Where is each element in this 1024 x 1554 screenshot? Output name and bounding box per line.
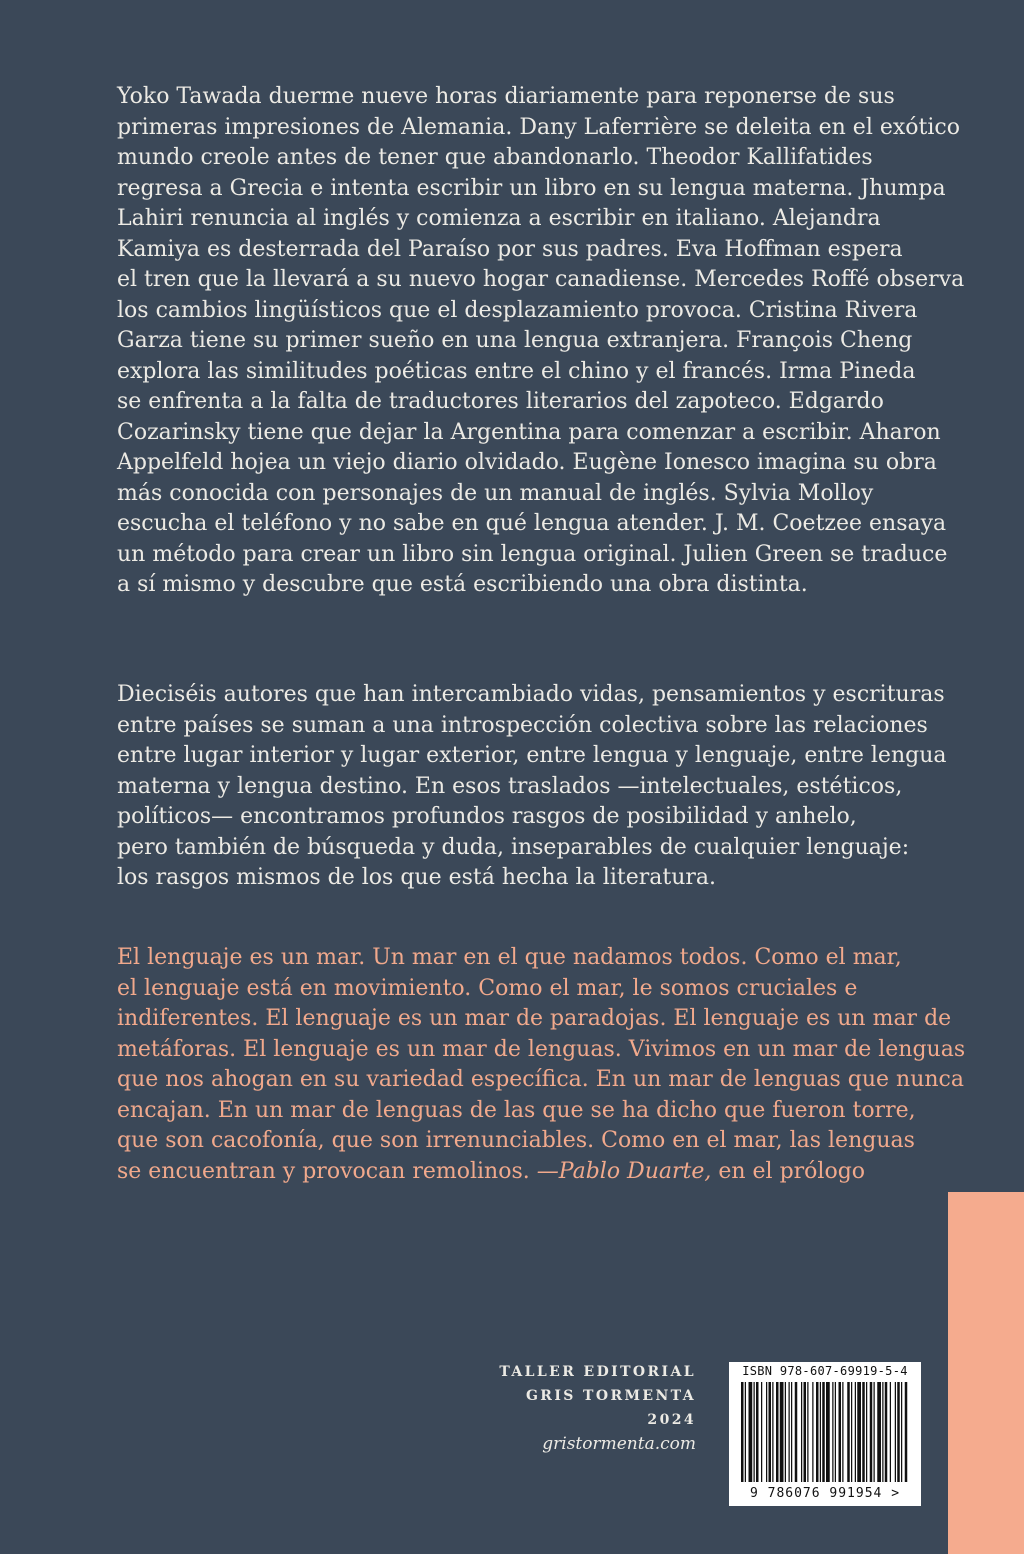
quote-paragraph bbox=[117, 943, 966, 1187]
barcode-bar bbox=[826, 1382, 830, 1482]
text-line: se enfrenta a la falta de traductores literarios del zapoteco. Edgardo bbox=[117, 389, 884, 414]
text-line: Lahiri renuncia al inglés y comienza a escribir en italiano. Alejandra bbox=[117, 206, 881, 231]
quote-line: encajan. En un mar de lenguas de las que se ha dicho que fueron torre, bbox=[117, 1097, 916, 1123]
text-line: un método para crear un libro sin lengua original. Julien Green se traduce bbox=[117, 541, 948, 567]
description-paragraph bbox=[117, 680, 947, 894]
quote-attribution-suffix: en el prólogo bbox=[711, 1158, 866, 1184]
barcode-bar bbox=[857, 1382, 861, 1482]
barcode-bar bbox=[816, 1382, 819, 1482]
text-line: Cozarinsky tiene que dejar la Argentina para comenzar a escribir. Aharon bbox=[117, 419, 941, 445]
publication-year: 2024 bbox=[647, 1412, 696, 1428]
text-line: Kamiya es desterrada del Paraíso por sus padres. Eva Hoffman espera bbox=[117, 236, 903, 262]
barcode-bar bbox=[761, 1382, 762, 1482]
barcode-bar bbox=[756, 1382, 759, 1482]
text-line: pero también de búsqueda y duda, inseparables de cualquier lenguaje: bbox=[117, 834, 910, 860]
barcode-bar bbox=[862, 1382, 865, 1482]
text-line: primeras impresiones de Alemania. Dany Laferrière se deleita en el exótico bbox=[117, 114, 960, 140]
quote-line: El lenguaje es un mar. Un mar en el que nadamos todos. Como el mar, bbox=[117, 945, 902, 970]
barcode-bar bbox=[820, 1382, 821, 1482]
text-line: políticos— encontramos profundos rasgos de posibilidad y anhelo, bbox=[117, 804, 857, 829]
barcode-bar bbox=[897, 1382, 900, 1482]
barcode-bar bbox=[795, 1382, 798, 1482]
quote-line: que nos ahogan en su variedad específica. En un mar de lenguas que nunca bbox=[117, 1067, 964, 1092]
barcode-bar bbox=[847, 1382, 850, 1482]
quote-line: que son cacofonía, que son irrenunciables. Como en el mar, las lenguas bbox=[117, 1128, 915, 1153]
barcode-bar bbox=[745, 1382, 746, 1482]
barcode-bar bbox=[855, 1382, 856, 1482]
text-line: más conocida con personajes de un manual de inglés. Sylvia Molloy bbox=[117, 480, 874, 506]
quote-line: metáforas. El lenguaje es un mar de lenguas. Vivimos en un mar de lenguas bbox=[117, 1036, 966, 1062]
quote-line-text: se encuentran y provocan remolinos. bbox=[117, 1158, 537, 1184]
barcode-bar bbox=[895, 1382, 896, 1482]
text-line: Yoko Tawada duerme nueve horas diariamente para reponerse de sus bbox=[117, 84, 895, 109]
barcode-bar bbox=[882, 1382, 883, 1482]
barcode-bar bbox=[812, 1382, 813, 1482]
barcode-bar bbox=[874, 1382, 875, 1482]
text-line: escucha el teléfono y no sabe en qué lengua atender. J. M. Coetzee ensaya bbox=[117, 511, 947, 536]
barcode-bar bbox=[832, 1382, 833, 1482]
barcode-bar bbox=[885, 1382, 888, 1482]
barcode-bar bbox=[769, 1382, 772, 1482]
text-line: entre lugar interior y lugar exterior, entre lengua y lenguaje, entre lengua bbox=[117, 743, 947, 768]
barcode-bar bbox=[749, 1382, 753, 1482]
barcode-bar bbox=[785, 1382, 786, 1482]
quote-attribution-name: —Pablo Duarte, bbox=[536, 1158, 712, 1184]
barcode-bar bbox=[870, 1382, 873, 1482]
quote-last-line bbox=[117, 1157, 917, 1188]
accent-stripe bbox=[948, 1192, 1024, 1554]
barcode-bar bbox=[766, 1382, 767, 1482]
text-line: Garza tiene su primer sueño en una lengua extranjera. François Cheng bbox=[117, 328, 913, 353]
barcode-bar bbox=[791, 1382, 792, 1482]
barcode-bar bbox=[776, 1382, 779, 1482]
barcode-bar bbox=[851, 1382, 852, 1482]
publisher-block bbox=[470, 1360, 696, 1456]
barcode-bar bbox=[822, 1382, 825, 1482]
text-line: regresa a Grecia e intenta escribir un libro en su lengua materna. Jhumpa bbox=[117, 175, 946, 201]
barcode-bar bbox=[905, 1382, 908, 1482]
barcode-bar bbox=[754, 1382, 755, 1482]
quote-line: el lenguaje está en movimiento. Como el mar, le somos cruciales e bbox=[117, 975, 858, 1001]
isbn-barcode bbox=[729, 1362, 921, 1506]
publisher-url: gristormenta.com bbox=[542, 1434, 696, 1454]
text-line: entre países se suman a una introspección colectiva sobre las relaciones bbox=[117, 712, 928, 738]
text-line: a sí mismo y descubre que está escribiendo una obra distinta. bbox=[117, 572, 808, 597]
barcode-bar bbox=[890, 1382, 891, 1482]
quote-line: indiferentes. El lenguaje es un mar de paradojas. El lenguaje es un mar de bbox=[117, 1006, 952, 1031]
text-line: Dieciséis autores que han intercambiado vidas, pensamientos y escrituras bbox=[117, 682, 945, 707]
barcode-bar bbox=[839, 1382, 842, 1482]
barcode-bar bbox=[804, 1382, 807, 1482]
barcode-bar bbox=[901, 1382, 902, 1482]
publisher-name-line2: GRIS TORMENTA bbox=[525, 1388, 696, 1404]
barcode-bar bbox=[772, 1382, 773, 1482]
barcode-bar bbox=[801, 1382, 802, 1482]
barcode-icon bbox=[739, 1382, 911, 1486]
synopsis-paragraph bbox=[117, 82, 965, 601]
barcode-bar bbox=[741, 1382, 744, 1482]
text-line: explora las similitudes poéticas entre el chino y el francés. Irma Pineda bbox=[117, 358, 916, 384]
barcode-bar bbox=[789, 1382, 790, 1482]
barcode-bar bbox=[807, 1382, 808, 1482]
barcode-bar bbox=[877, 1382, 881, 1482]
text-line: mundo creole antes de tener que abandonarlo. Theodor Kallifatides bbox=[117, 145, 873, 170]
text-line: los rasgos mismos de los que está hecha la literatura. bbox=[117, 865, 716, 890]
barcode-bar bbox=[842, 1382, 843, 1482]
text-line: materna y lengua destino. En esos traslados —intelectuales, estéticos, bbox=[117, 773, 903, 799]
isbn-digits: 9 786076 991954 > bbox=[749, 1486, 901, 1501]
publisher-name-line1: TALLER EDITORIAL bbox=[499, 1364, 696, 1380]
text-line: los cambios lingüísticos que el desplazamiento provoca. Cristina Rivera bbox=[117, 297, 918, 323]
barcode-bar bbox=[866, 1382, 867, 1482]
isbn-label: ISBN 978-607-69919-5-4 bbox=[742, 1364, 908, 1378]
barcode-bar bbox=[835, 1382, 836, 1482]
text-line: Appelfeld hojea un viejo diario olvidado. Eugène Ionesco imagina su obra bbox=[117, 450, 937, 475]
barcode-bar bbox=[780, 1382, 784, 1482]
text-line: el tren que la llevará a su nuevo hogar canadiense. Mercedes Roffé observa bbox=[117, 267, 965, 292]
